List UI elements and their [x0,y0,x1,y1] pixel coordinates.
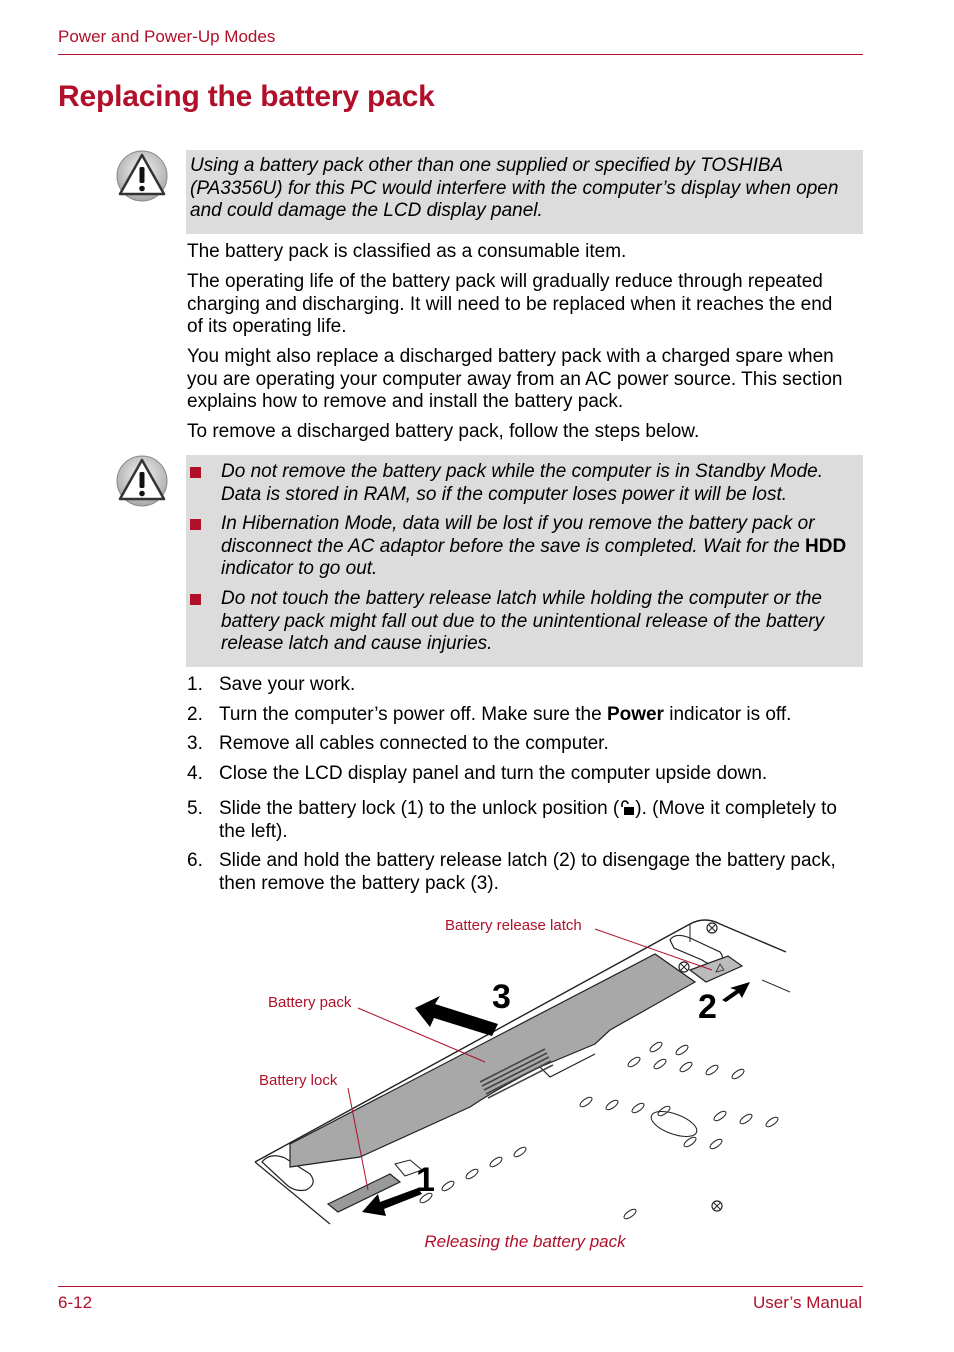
warning-text: Using a battery pack other than one supplied or specified by TOSHIBA (PA3356U) for this PC would interfere with the computer’s display when open and could damage the LCD display panel. [190,155,839,221]
warning-triangle-icon [116,150,168,202]
label-number-2: 2 [698,988,717,1026]
paragraph: To remove a discharged battery pack, follow the steps below. [187,421,700,442]
label-number-1: 1 [416,1161,435,1199]
bullet-square-icon [190,467,201,478]
paragraph: You might also replace a discharged battery pack with a charged spare when you are operating your computer away from an AC power source. This section explains how to remove and install the battery pack. [187,346,843,412]
unlock-icon [619,800,635,816]
callout-battery-pack: Battery pack [268,994,352,1011]
paragraph: The operating life of the battery pack will gradually reduce through repeated charging and discharging. It will need to be replaced when it reaches the end of its operating life. [187,271,833,337]
step-item: 3. Remove all cables connected to the computer. [187,733,609,754]
warning-note-1 [186,150,863,234]
header-rule [58,54,863,55]
running-header: Power and Power-Up Modes [58,27,276,46]
step-item: 4. Close the LCD display panel and turn the computer upside down. [187,763,768,784]
footer-rule [58,1286,863,1287]
step-item: 1. Save your work. [187,674,356,695]
manual-title: User’s Manual [753,1293,862,1312]
label-number-3: 3 [492,978,511,1016]
step-item: 5. Slide the battery lock (1) to the unlock position ( ). (Move it completely to the left). [187,798,837,842]
bullet-square-icon [190,594,201,605]
page-title: Replacing the battery pack [58,80,435,113]
warning-triangle-icon [116,455,168,507]
page-number: 6-12 [58,1293,93,1312]
step-item: 2. Turn the computer’s power off. Make sure the Power indicator is off. [187,704,792,725]
battery-illustration [250,912,790,1227]
paragraph: The battery pack is classified as a consumable item. [187,241,627,262]
callout-battery-lock: Battery lock [259,1072,338,1089]
warning-bullet: Do not touch the battery release latch while holding the computer or the battery pack might fall out due to the unintentional release of the battery release latch and cause injuries. [190,588,860,656]
callout-battery-release-latch: Battery release latch [445,917,582,934]
step-item: 6. Slide and hold the battery release latch (2) to disengage the battery pack, then remove the battery pack (3). [187,850,836,894]
bullet-square-icon [190,519,201,530]
warning-bullet: In Hibernation Mode, data will be lost if you remove the battery pack or disconnect the AC adaptor before the save is completed. Wait for the HDD indicator to go out. [190,513,860,581]
figure-caption: Releasing the battery pack [424,1232,626,1251]
warning-bullet: Do not remove the battery pack while the computer is in Standby Mode. Data is stored in RAM, so if the computer loses power it will be lost. [190,461,860,506]
